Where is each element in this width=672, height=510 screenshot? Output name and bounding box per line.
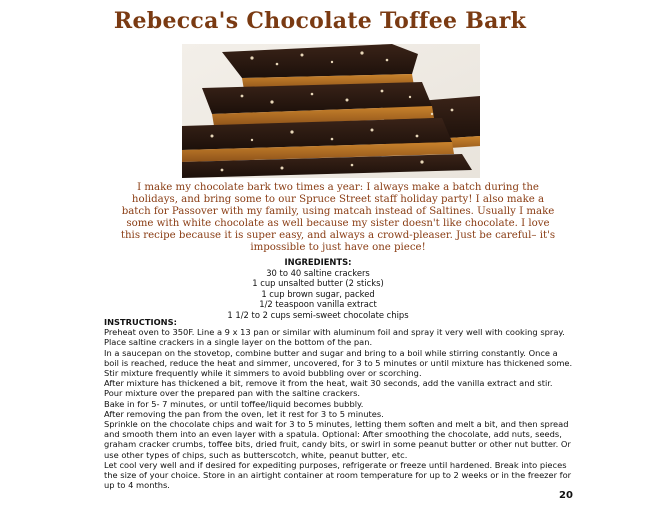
toffee-bark-photo	[182, 44, 480, 178]
page-number: 20	[559, 490, 573, 501]
instruction-step: After removing the pan from the oven, let it rest for 3 to 5 minutes.	[104, 408, 384, 419]
instructions-heading: INSTRUCTIONS:	[104, 317, 177, 327]
ingredients-heading: INGREDIENTS:	[284, 257, 352, 267]
instruction-step: Bake in for 5- 7 minutes, or until toffee/liquid becomes bubbly.	[104, 398, 364, 409]
instruction-step: Let cool very well and if desired for expediting purposes, refrigerate or freeze until hardened. Break into pieces the size of your choice. Store in an airtight container at room temperature for up to 2 weeks or in the freezer for up to 4 months.	[104, 459, 572, 491]
ingredient-item: 1 cup brown sugar, packed	[261, 288, 375, 299]
intro-paragraph: I make my chocolate bark two times a year: I always make a batch during the holidays, and bring some to our Spruce Street staff holiday party! I also make a batch for Passover with my family, using matcah instead of Saltines. Usually I make some with white chocolate as well because my sister doesn't like chocolate. I love this recipe because it is super easy, and always a crowd-pleaser. Just be careful– it's impossible to just have one piece!	[120, 182, 556, 253]
instruction-step: Preheat oven to 350F. Line a 9 x 13 pan or similar with aluminum foil and spray it very well with cooking spray.	[104, 327, 565, 338]
ingredients-section	[178, 257, 458, 320]
instruction-step: Place saltine crackers in a single layer on the bottom of the pan.	[104, 337, 373, 348]
ingredient-item: 1 1/2 to 2 cups semi-sweet chocolate chips	[227, 309, 409, 320]
instruction-step: Sprinkle on the chocolate chips and wait for 3 to 5 minutes, letting them soften and melt a bit, and then spread and smooth them into an even layer with a spatula. Optional: After smoothing the chocolate, add nuts, seeds, graham cracker crumbs, toffee bits, dried fruit, candy bits, or swirl in some peanut butter or other nut butter. Or use other types of chips, such as butterscotch, white, peanut butter, etc.	[104, 419, 571, 460]
instructions-section	[104, 317, 574, 490]
instruction-step: Pour mixture over the prepared pan with the saltine crackers.	[104, 388, 361, 399]
ingredient-item: 30 to 40 saltine crackers	[266, 267, 370, 278]
ingredient-item: 1/2 teaspoon vanilla extract	[259, 299, 377, 309]
instruction-step: After mixture has thickened a bit, remove it from the heat, wait 30 seconds, add the vanilla extract and stir.	[104, 378, 553, 389]
instruction-step: In a saucepan on the stovetop, combine butter and sugar and bring to a boil while stirring constantly. Once a boil is reached, reduce the heat and simmer, uncovered, for 3 to 5 minutes or until mixture has thickened some. Stir mixture frequently while it simmers to avoid bubbling over or scorching.	[104, 347, 573, 379]
recipe-title: Rebecca's Chocolate Toffee Bark	[113, 8, 527, 34]
ingredient-item: 1 cup unsalted butter (2 sticks)	[252, 278, 384, 288]
